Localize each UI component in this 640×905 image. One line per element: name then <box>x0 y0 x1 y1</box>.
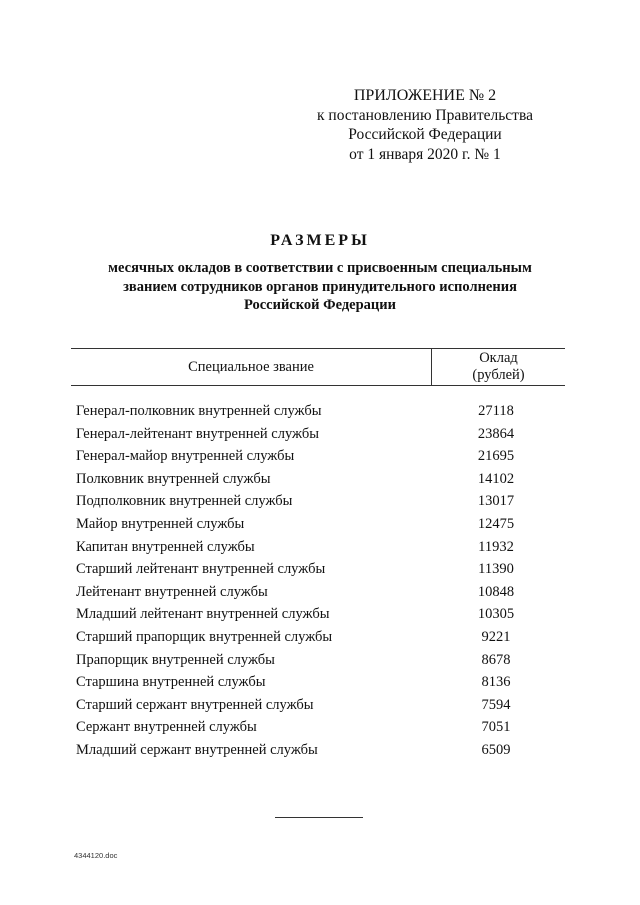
table-row <box>76 400 566 423</box>
rank-cell: Лейтенант внутренней службы <box>76 583 268 600</box>
salary-cell: 12475 <box>477 515 515 532</box>
salary-cell: 27118 <box>478 403 514 419</box>
table-row <box>76 671 566 694</box>
table-row <box>76 626 566 649</box>
end-rule <box>275 817 363 818</box>
rank-cell: Старший прапорщик внутренней службы <box>76 628 333 645</box>
salary-table-body <box>76 400 566 762</box>
table-row <box>76 558 566 581</box>
subtitle-line-1: месячных окладов в соответствии с присвоенным специальным <box>108 260 532 276</box>
salary-cell: 10305 <box>477 606 515 623</box>
rank-cell: Майор внутренней службы <box>76 515 245 532</box>
salary-cell: 8678 <box>481 651 511 668</box>
rank-cell: Генерал-лейтенант внутренней службы <box>76 425 319 442</box>
rank-cell: Сержант внутренней службы <box>76 719 257 736</box>
table-row <box>76 490 566 513</box>
appendix-block <box>300 86 550 164</box>
rank-cell: Подполковник внутренней службы <box>76 493 293 510</box>
table-row <box>76 649 566 672</box>
table-row <box>76 581 566 604</box>
rank-cell: Генерал-полковник внутренней службы <box>76 403 322 419</box>
salary-cell: 10848 <box>477 583 515 600</box>
table-row <box>76 513 566 536</box>
appendix-title: ПРИЛОЖЕНИЕ № 2 <box>353 87 497 104</box>
subtitle-line-2: званием сотрудников органов принудительного исполнения <box>123 278 517 295</box>
header-rank: Специальное звание <box>188 359 314 375</box>
subtitle-line-3: Российской Федерации <box>243 297 396 313</box>
table-row <box>76 739 566 762</box>
table-row <box>76 536 566 559</box>
salary-cell: 8136 <box>481 674 511 691</box>
table-row <box>76 445 566 468</box>
rank-cell: Капитан внутренней службы <box>76 538 255 555</box>
table-row <box>76 468 566 491</box>
document-id: 4344120.doc <box>74 851 118 860</box>
document-heading: РАЗМЕРЫ <box>270 232 370 249</box>
table-row <box>76 603 566 626</box>
salary-cell: 21695 <box>477 448 515 465</box>
table-row <box>76 423 566 446</box>
rank-cell: Старший лейтенант внутренней службы <box>76 561 326 578</box>
salary-cell: 11932 <box>478 538 514 555</box>
rank-cell: Младший сержант внутренней службы <box>76 741 318 758</box>
rank-cell: Младший лейтенант внутренней службы <box>76 606 330 623</box>
table-header <box>71 348 565 386</box>
rank-cell: Прапорщик внутренней службы <box>76 651 275 668</box>
table-row <box>76 694 566 717</box>
rank-cell: Генерал-майор внутренней службы <box>76 448 295 465</box>
header-salary-line-2: (рублей) <box>472 367 525 383</box>
rank-cell: Старший сержант внутренней службы <box>76 696 314 713</box>
header-salary-line-1: Оклад <box>479 350 518 366</box>
appendix-line-4: от 1 января 2020 г. № 1 <box>349 145 501 163</box>
salary-cell: 7051 <box>481 719 511 736</box>
salary-cell: 23864 <box>477 425 515 442</box>
salary-cell: 13017 <box>477 493 515 510</box>
rank-cell: Старшина внутренней службы <box>76 674 266 691</box>
salary-cell: 9221 <box>481 628 511 645</box>
salary-cell: 14102 <box>477 470 515 487</box>
table-row <box>76 716 566 739</box>
rank-cell: Полковник внутренней службы <box>76 470 271 487</box>
header-salary <box>432 350 565 384</box>
salary-cell: 11390 <box>478 561 514 578</box>
salary-cell: 6509 <box>481 741 511 758</box>
document-subtitle <box>80 259 560 315</box>
appendix-line-3: Российской Федерации <box>348 126 502 143</box>
appendix-line-2: к постановлению Правительства <box>317 106 533 124</box>
salary-cell: 7594 <box>481 696 511 713</box>
